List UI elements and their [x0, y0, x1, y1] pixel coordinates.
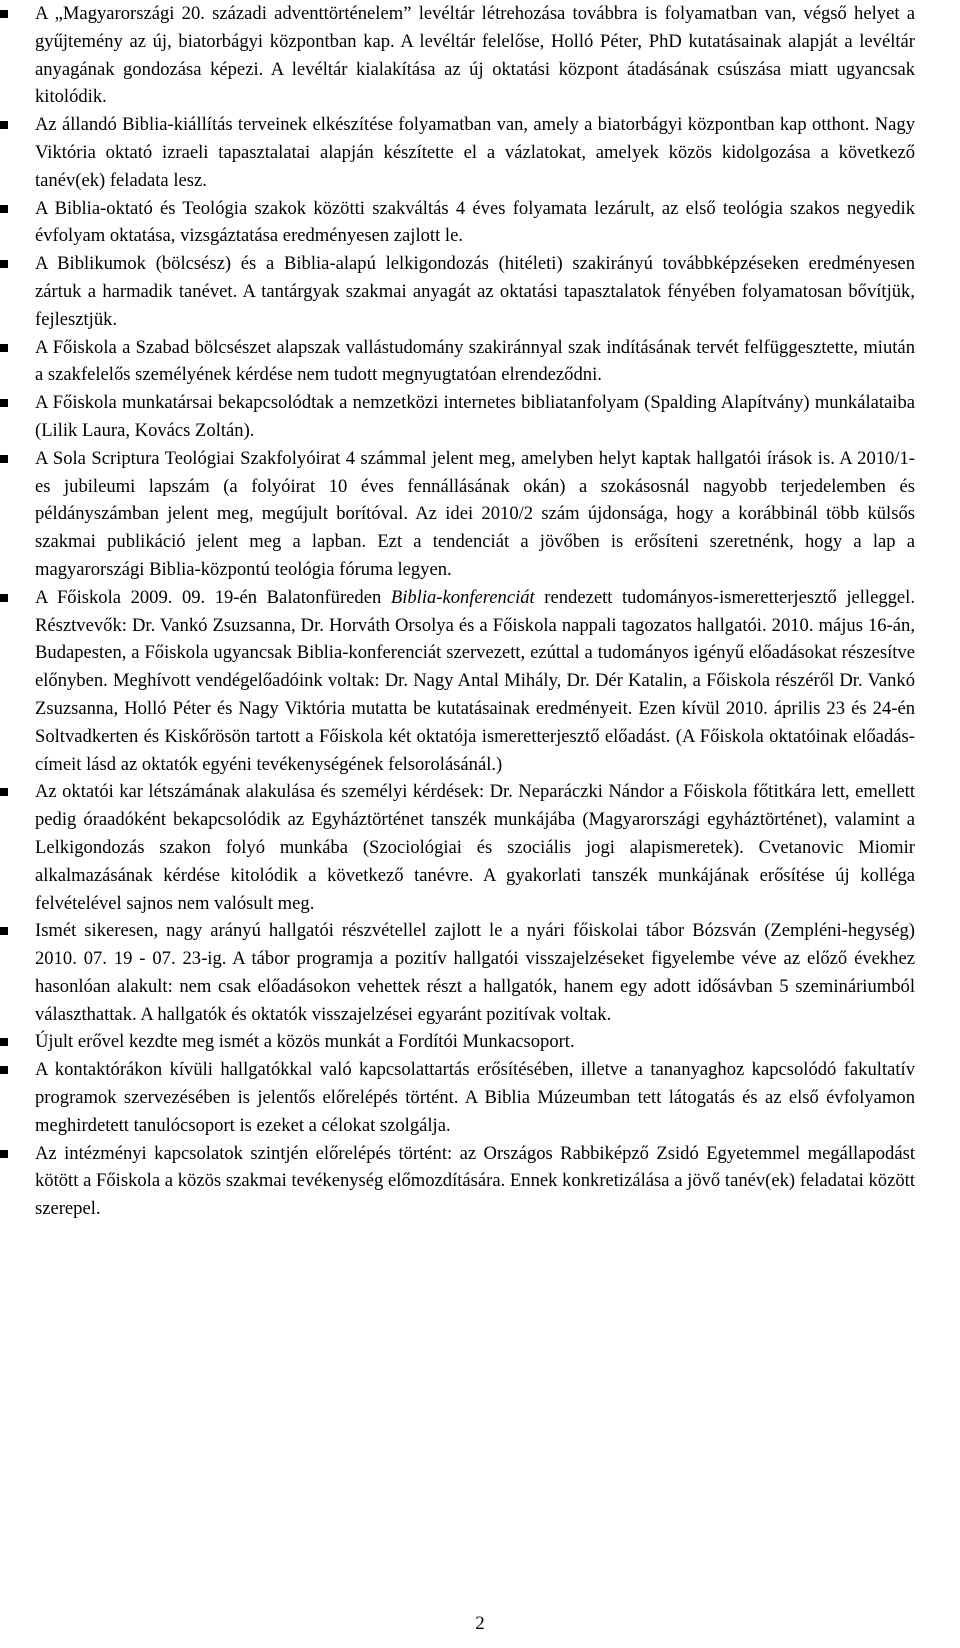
list-item [0, 917, 960, 1028]
square-bullet-icon [0, 260, 8, 268]
list-item-text: Az intézményi kapcsolatok szintjén előrelépés történt: az Országos Rabbiképző Zsidó Egyetemmel megállapodást kötött a Főiskola a közös szakmai tevékenység előmozdítására. Ennek konkretizálása a jövő tanév(ek) feladatai között szerepel. [35, 1142, 915, 1220]
list-item-italic-title: Biblia-konferenciát [390, 586, 535, 608]
list-item-text [35, 587, 915, 775]
list-item-text: Az állandó Biblia-kiállítás terveinek elkészítése folyamatban van, amely a biatorbágyi központban kap otthont. Nagy Viktória oktató izraeli tapasztalatai alapján készítette el a vázlatokat, amelyek közös kidolgozása a következő tanév(ek) feladata lesz. [35, 114, 915, 191]
square-bullet-icon [0, 121, 8, 129]
list-item [0, 445, 960, 584]
list-item [0, 250, 960, 333]
list-item [0, 778, 960, 917]
list-item-text-after: rendezett tudományos-ismeretterjesztő jelleggel. Résztvevők: Dr. Vankó Zsuzsanna, Dr. Horváth Orsolya és a Főiskola nappali tagozatos hallgatói. 2010. május 16-án, Budapesten, a Főiskola ugyancsak Biblia-konferenciát szervezett, ezúttal a tudományos igényű előadásokat részesítve előnyben. Meghívott vendégelőadóink voltak: Dr. Nagy Antal Mihály, Dr. Dér Katalin, a Főiskola részéről Dr. Vankó Zsuzsanna, Holló Péter és Nagy Viktória mutatta be kutatásainak eredményeit. Ezen kívül 2010. április 23 és 24-én Soltvadkerten és Kiskőrösön tartott a Főiskola két oktatója ismeretterjesztő előadást. (A Főiskola oktatóinak előadás-címeit lásd az oktatók egyéni tevékenységének felsorolásánál.) [35, 586, 916, 775]
list-item [0, 334, 960, 390]
list-item-text: A Biblia-oktató és Teológia szakok közötti szakváltás 4 éves folyamata lezárult, az első teológia szakos negyedik évfolyam oktatása, vizsgáztatása eredményesen zajlott le. [35, 197, 915, 247]
list-item [0, 1028, 960, 1056]
square-bullet-icon [0, 10, 8, 18]
list-item-text: A Sola Scriptura Teológiai Szakfolyóirat 4 számmal jelent meg, amelyben helyt kaptak hallgatói írások is. A 2010/1-es jubileumi lapszám (a folyóirat 10 éves fennállásának okán) a szokásosnál nagyobb terjedelemben és példányszámban jelent meg, megújult borítóval. Az idei 2010/2 szám újdonsága, hogy a korábbinál több külsős szakmai publikáció jelent meg a lapban. Ezt a tendenciát a jövőben is erősíteni szeretnénk, hogy a lap a magyarországi Biblia-központú teológia fóruma legyen. [35, 447, 915, 580]
list-item-text: A Biblikumok (bölcsész) és a Biblia-alapú lelkigondozás (hitéleti) szakirányú továbbképzéseken eredményesen zártuk a harmadik tanévet. A tantárgyak szakmai anyagát az oktatási tapasztalatok fényében folyamatosan bővítjük, fejlesztjük. [35, 253, 915, 330]
square-bullet-icon [0, 594, 8, 602]
list-item-text: A „Magyarországi 20. századi adventtörténelem” levéltár létrehozása továbbra is folyamatban van, végső helyet a gyűjtemény az új, biatorbágyi központban kap. A levéltár felelőse, Holló Péter, PhD kutatásainak alapját a levéltár anyagának gondozása képezi. A levéltár kialakítása az új oktatási központ átadásának csúszása miatt ugyancsak kitolódik. [35, 3, 915, 108]
list-item [0, 584, 960, 779]
list-item [0, 195, 960, 251]
list-item-text-before: A Főiskola 2009. 09. 19-én Balatonfüreden [35, 586, 391, 608]
list-item-text: A Főiskola a Szabad bölcsészet alapszak vallástudomány szakiránnyal szak indításának tervét felfüggesztette, miután a szakfelelős személyének kérdése nem tudott megnyugtatóan elrendeződni. [35, 336, 915, 386]
list-item [0, 1140, 960, 1223]
square-bullet-icon [0, 455, 8, 463]
square-bullet-icon [0, 344, 8, 352]
list-item-text: A kontaktórákon kívüli hallgatókkal való kapcsolattartás erősítésében, illetve a tananyaghoz kapcsolódó fakultatív programok szervezésében is jelentős előrelépés történt. A Biblia Múzeumban tett látogatás és az első évfolyamon meghirdetett tanulócsoport is ezeket a célokat szolgálja. [35, 1059, 915, 1136]
square-bullet-icon [0, 205, 8, 213]
list-item [0, 0, 960, 111]
square-bullet-icon [0, 1150, 8, 1158]
list-item-text: Az oktatói kar létszámának alakulása és személyi kérdések: Dr. Neparáczki Nándor a Főiskola főtitkára lett, emellett pedig óraadóként bekapcsolódik az Egyháztörténet tanszék munkájába (Magyarországi egyháztörténet), valamint a Lelkigondozás szakon folyó munkába (Szociológiai és szociális jogi alapismeretek). Cvetanovic Miomir alkalmazásának kérdése kitolódik a következő tanévre. A gyakorlati tanszék munkájának erősítése új kolléga felvételével sajnos nem valósult meg. [35, 781, 915, 914]
list-item-text: A Főiskola munkatársai bekapcsolódtak a nemzetközi internetes bibliatanfolyam (Spalding Alapítvány) munkálataiba (Lilik Laura, Kovács Zoltán). [35, 392, 915, 441]
list-item-text: Újult erővel kezdte meg ismét a közös munkát a Fordítói Munkacsoport. [35, 1031, 575, 1053]
page-number: 2 [475, 1613, 485, 1634]
list-item-text: Ismét sikeresen, nagy arányú hallgatói részvétellel zajlott le a nyári főiskolai tábor Bózsván (Zempléni-hegység) 2010. 07. 19 - 07. 23-ig. A tábor programja a pozitív hallgatói visszajelzéseket figyelembe véve az előző évekhez hasonlóan alakult: nem csak előadásokon vehettek részt a hallgatók, hanem egy adott idősávban 5 szemináriumból választhattak. A hallgatók és oktatók visszajelzései egyaránt pozitívak voltak. [35, 920, 915, 1025]
list-item [0, 111, 960, 194]
list-item [0, 1056, 960, 1139]
square-bullet-icon [0, 1038, 8, 1046]
square-bullet-icon [0, 788, 8, 796]
square-bullet-icon [0, 1066, 8, 1074]
list-item [0, 389, 960, 445]
square-bullet-icon [0, 399, 8, 407]
square-bullet-icon [0, 927, 8, 935]
